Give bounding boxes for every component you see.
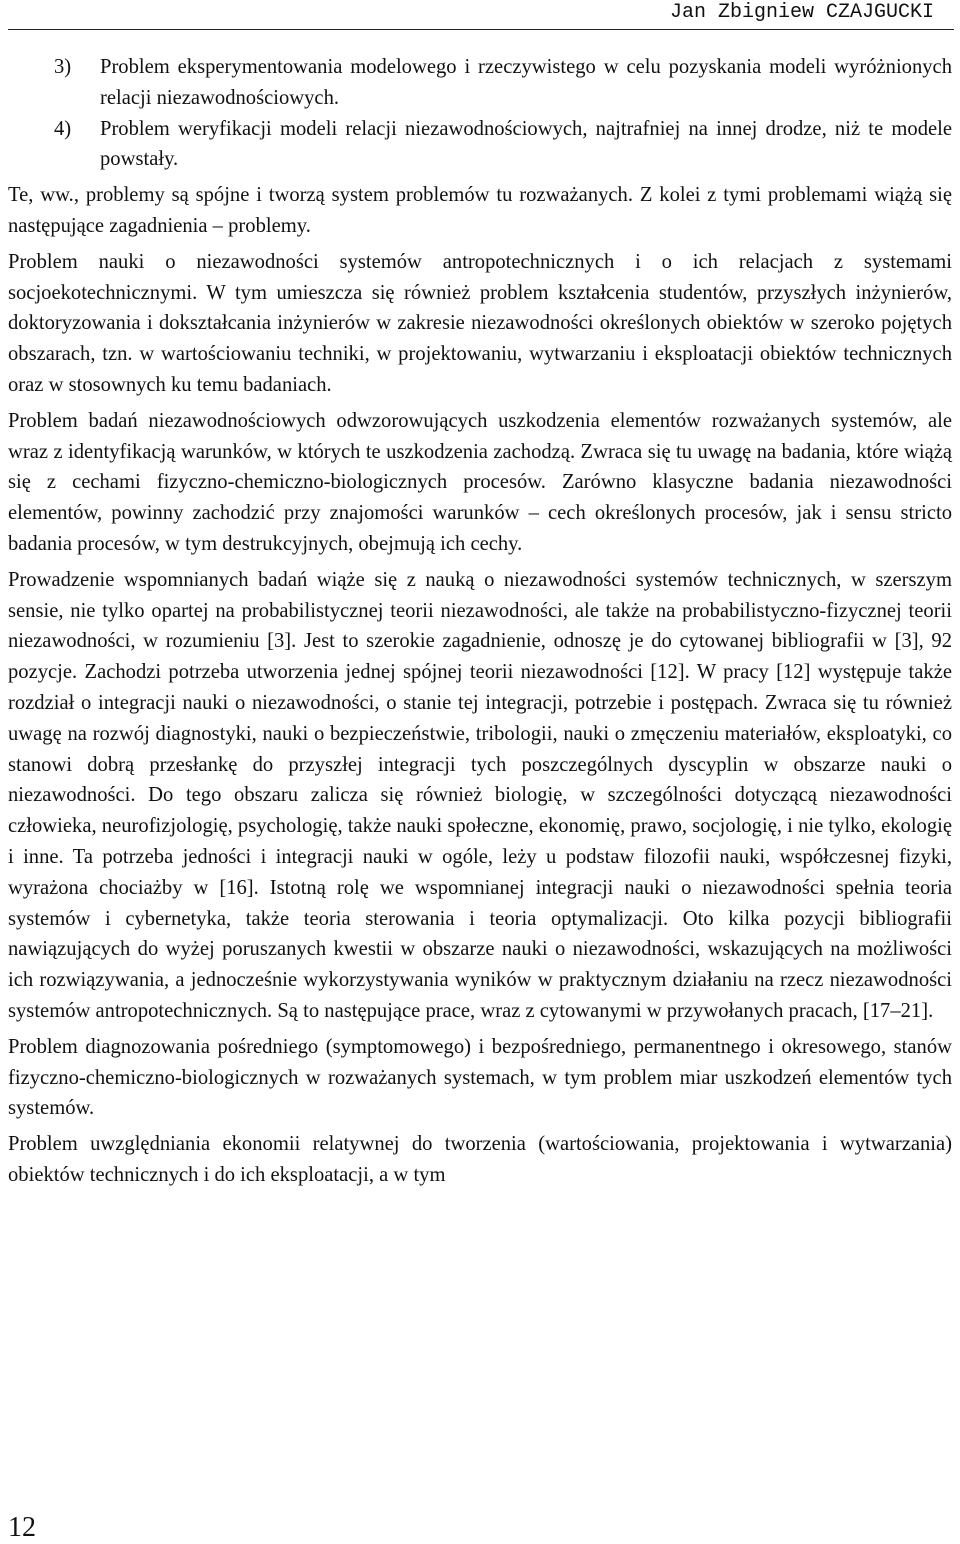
page-body [8, 52, 952, 1191]
paragraph: Problem nauki o niezawodności systemów antropotechnicznych i o ich relacjach z systemami socjoekotechnicznymi. W tym umieszcza się również problem kształcenia studentów, przyszłych inżynierów, doktoryzowania i dokształcania inżynierów w zakresie niezawodności określonych obiektów w szeroko pojętych obszarach, tzn. w wartościowaniu techniki, w projektowaniu, wytwarzaniu i eksploatacji obiektów technicznych oraz w stosownych ku temu badaniach. [8, 250, 952, 396]
list-item-text: Problem eksperymentowania modelowego i rzeczywistego w celu pozyskania modeli wyróżnionych relacji niezawodnościowych. [100, 56, 952, 109]
list-item-number: 4) [54, 117, 72, 140]
paragraph: Te, ww., problemy są spójne i tworzą system problemów tu rozważanych. Z kolei z tymi problemami wiążą się następujące zagadnienia – problemy. [8, 184, 952, 237]
paragraph: Problem uwzględniania ekonomii relatywnej do tworzenia (wartościowania, projektowania i wytwarzania) obiektów technicznych i do ich eksploatacji, a w tym [8, 1133, 952, 1186]
list-item-text: Problem weryfikacji modeli relacji niezawodnościowych, najtrafniej na innej drodze, niż te modele powstały. [100, 117, 952, 171]
header-rule [8, 29, 954, 30]
list-item [8, 52, 952, 114]
list-item-number: 3) [54, 56, 72, 78]
page-number: 12 [8, 1512, 36, 1543]
paragraph: Problem badań niezawodnościowych odwzorowujących uszkodzenia elementów rozważanych systemów, ale wraz z identyfikacją warunków, w których te uszkodzenia zachodzą. Zwraca się tu uwagę na badania, które wiążą się z cechami fizyczno-chemiczno-biologicznych procesów. Zarówno klasyczne badania niezawodności elementów, powinny zachodzić przy znajomości warunków – cech określonych procesów, jak i sensu stricto badania procesów, w tym destrukcyjnych, obejmują ich cechy. [8, 409, 952, 555]
running-header-author: Jan Zbigniew CZAJGUCKI [669, 1, 934, 24]
paragraph: Prowadzenie wspomnianych badań wiąże się z nauką o niezawodności systemów technicznych, w szerszym sensie, nie tylko opartej na probabilistycznej teorii niezawodności, ale także na probabilistyczno-fizycznej teorii niezawodności, w rozumieniu [3]. Jest to szerokie zagadnienie, odnoszę je do cytowanej bibliografii w [3], 92 pozycje. Zachodzi potrzeba utworzenia jednej spójnej teorii niezawodności [12]. W pracy [12] występuje także rozdział o integracji nauki o niezawodności, o stanie tej integracji, potrzebie i postępach. Zwraca się tu również uwagę na rozwój diagnostyki, nauki o bezpieczeństwie, tribologii, nauki o zmęczeniu materiałów, eksploatyki, co stanowi dobrą przesłankę do przyszłej integracji tych poszczególnych dyscyplin w obszarze nauki o niezawodności. Do tego obszaru zalicza się również biologię, w szczególności dotyczącą niezawodności człowieka, neurofizjologię, psychologię, także nauki społeczne, ekonomię, prawo, socjologię, i nie tylko, ekologię i inne. Ta potrzeba jedności i integracji nauki w ogóle, leży u podstaw filozofii nauki, współczesnej fizyki, wyrażona chociażby w [16]. Istotną rolę we wspomnianej integracji nauki o niezawodności spełnia teoria systemów i cybernetyka, także teoria sterowania i teoria optymalizacji. Oto kilka pozycji bibliografii nawiązujących do wyżej poruszanych kwestii w obszarze nauki o niezawodności, wskazujących na możliwości ich rozwiązywania, a jednocześnie wykorzystywania wyników w praktycznym działaniu na rzecz niezawodności systemów antropotechnicznych. Są to następujące prace, wraz z cytowanymi w przywołanych pracach, [17–21]. [8, 568, 952, 1022]
paragraph: Problem diagnozowania pośredniego (symptomowego) i bezpośredniego, permanentnego i okresowego, stanów fizyczno-chemiczno-biologicznych w rozważanych systemach, w tym problem miar uszkodzeń elementów tych systemów. [8, 1035, 952, 1120]
list-item [8, 114, 952, 176]
